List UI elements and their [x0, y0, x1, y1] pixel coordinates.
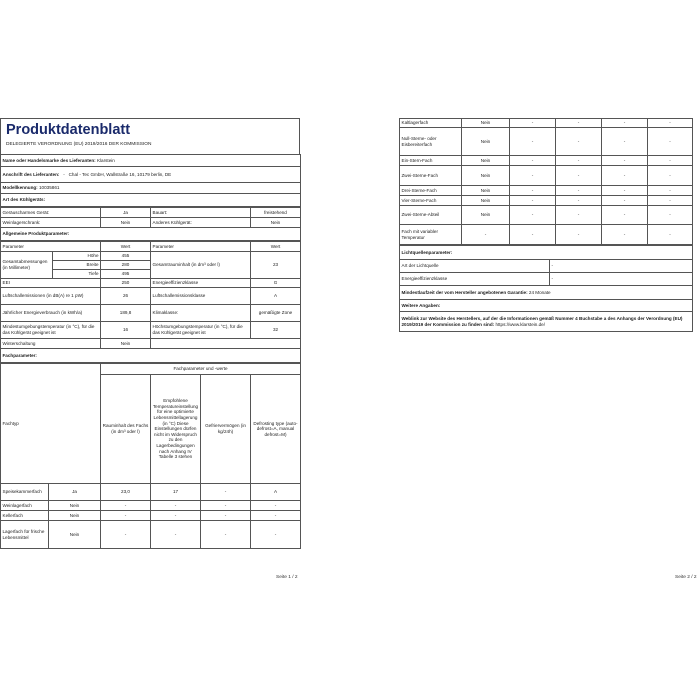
max-temp-value: 32	[251, 322, 301, 339]
supplier-address-row: Anschrift des Lieferanten: - Chal - Tec GmbH, Wallstraße 16, 10179 berlin, DE	[1, 167, 301, 183]
noise-class-label: Luftschallemissionsklasse	[151, 288, 251, 305]
weblink-row	[400, 312, 693, 332]
empty-cell	[151, 339, 301, 349]
table-row	[400, 206, 693, 225]
row-temp: -	[556, 156, 602, 166]
energy-class-label: Energieeffizienzklasse	[151, 279, 251, 288]
noise-emission-label: Luftschallemissionen (in dB(A) re 1 pW)	[1, 288, 101, 305]
row-volume: -	[510, 196, 556, 206]
row-temp: -	[556, 119, 602, 128]
row-volume: -	[510, 166, 556, 186]
row-present: Nein	[462, 186, 510, 196]
other-label: Anderes Kühlgerät:	[151, 218, 251, 228]
noise-label: Geräuscharmes Gerät:	[1, 208, 101, 218]
row-freeze: -	[602, 225, 648, 245]
row-temp: -	[556, 186, 602, 196]
regulation-subtitle: DELEGIERTE VERORDNUNG (EU) 2019/2016 DER KOMMISSION	[6, 142, 152, 147]
noise-value: Ja	[101, 208, 151, 218]
light-class-value: -	[550, 273, 693, 286]
climate-value: gemäßigte Zone	[251, 305, 301, 322]
height-label: Höhe	[53, 252, 101, 261]
param-header-right: Parameter	[151, 242, 251, 252]
row-present: Nein	[49, 501, 101, 511]
value-header-right: Wert	[251, 242, 301, 252]
design-label: Bauart:	[151, 208, 251, 218]
table-row	[400, 196, 693, 206]
row-freeze: -	[201, 484, 251, 501]
datasheet-page-2	[399, 118, 692, 332]
height-value: 455	[101, 252, 151, 261]
row-defrost: -	[648, 128, 693, 156]
more-info-header: Weitere Angaben:	[400, 300, 693, 312]
winter-value: Nein	[101, 339, 151, 349]
table-row	[1, 511, 301, 521]
design-value: freistehend	[251, 208, 301, 218]
light-type-label: Art der Lichtquelle	[400, 260, 550, 273]
row-volume: 23,0	[101, 484, 151, 501]
title-box	[0, 118, 300, 154]
dims-label: Gesamtabmessungen (in Millimeter)	[1, 252, 53, 279]
table-row	[400, 225, 693, 245]
other-value: Nein	[251, 218, 301, 228]
row-present: Nein	[462, 166, 510, 186]
supplier-name-row	[1, 155, 301, 167]
eei-label: EEI	[1, 279, 101, 288]
row-volume: -	[510, 156, 556, 166]
wine-value: Nein	[101, 218, 151, 228]
supplier-address-label: Anschrift des Lieferanten:	[2, 171, 60, 177]
row-freeze: -	[201, 501, 251, 511]
row-temp: -	[151, 501, 201, 511]
row-defrost: -	[648, 206, 693, 225]
min-temp-value: 16	[101, 322, 151, 339]
model-row	[1, 183, 301, 194]
row-temp: -	[556, 128, 602, 156]
row-name: Vier-Sterne-Fach	[400, 196, 462, 206]
row-name: Zwei-Sterne-Fach	[400, 166, 462, 186]
light-class-label: Energieeffizienzklasse	[400, 273, 550, 286]
row-freeze: -	[602, 206, 648, 225]
datasheet-page-1	[0, 118, 302, 549]
value-header-left: Wert	[101, 242, 151, 252]
climate-label: Klimaklasse:	[151, 305, 251, 322]
row-volume: -	[510, 186, 556, 196]
col-temp-header: Empfohlene Temperatureinstellung für eine optimierte Lebensmittellagerung (in °C) Diese Einstellungen dürfen nicht im Widerspruch zu den Lagerbedingungen nach Anhang IV Tabelle 3 stehen	[151, 375, 201, 484]
compartment-params-label: Fachparameter und -werte	[101, 364, 301, 375]
row-defrost: -	[251, 501, 301, 511]
row-freeze: -	[602, 196, 648, 206]
table-row	[400, 166, 693, 186]
general-params-table	[0, 241, 301, 363]
row-name: Null-Sterne- oder Eisbereiterfach	[400, 128, 462, 156]
total-volume-value: 23	[251, 252, 301, 279]
row-defrost: -	[648, 196, 693, 206]
table-row	[1, 521, 301, 549]
row-volume: -	[510, 225, 556, 245]
param-header-left: Parameter	[1, 242, 101, 252]
general-params-header: Allgemeine Produktparameter:	[1, 228, 301, 241]
model-value: 10035861	[39, 185, 60, 191]
row-defrost: -	[648, 225, 693, 245]
max-temp-label: Höchstumgebungstemperatur (in °C), für die das Kühlgerät geeignet ist	[151, 322, 251, 339]
row-temp: -	[556, 166, 602, 186]
row-present: Nein	[462, 119, 510, 128]
row-present: Nein	[49, 521, 101, 549]
row-present: Nein	[462, 156, 510, 166]
page-number-1: Seite 1 / 2	[276, 575, 298, 580]
row-present: Nein	[49, 511, 101, 521]
row-freeze: -	[201, 521, 251, 549]
row-defrost: -	[648, 156, 693, 166]
row-present: -	[462, 225, 510, 245]
row-temp: -	[556, 206, 602, 225]
row-freeze: -	[201, 511, 251, 521]
supplier-address-value: Chal - Tec GmbH, Wallstraße 16, 10179 berlin, DE	[68, 171, 172, 177]
annual-energy-label: Jährlicher Energieverbrauch (in kWh/a)	[1, 305, 101, 322]
table-row	[400, 186, 693, 196]
weblink-label: Weblink zur Website des Herstellers, auf der die Informationen gemäß Nummer 4 Buchstabe a des Anhangs der Verordnung (EU) 2019/2019 der Kommission zu finden sind:	[401, 315, 683, 327]
compartment-table-p1	[0, 363, 301, 549]
warranty-row	[400, 286, 693, 300]
noise-emission-value: 26	[101, 288, 151, 305]
row-freeze: -	[602, 156, 648, 166]
page-title: Produktdatenblatt	[6, 122, 131, 138]
row-temp: 17	[151, 484, 201, 501]
row-defrost: -	[648, 119, 693, 128]
row-present: Ja	[49, 484, 101, 501]
warranty-value: 24 Monate	[528, 289, 551, 295]
row-name: Fach mit variabler Temperatur	[400, 225, 462, 245]
width-label: Breite	[53, 261, 101, 270]
row-defrost: -	[648, 166, 693, 186]
table-row	[400, 156, 693, 166]
col-volume-header: Rauminhalt des Fachs (in dm³ oder l)	[101, 375, 151, 484]
row-defrost: -	[648, 186, 693, 196]
row-volume: -	[510, 128, 556, 156]
appliance-type-table	[0, 207, 301, 241]
header-info-table	[0, 154, 301, 207]
warranty-label: Mindestlaufzeit der vom Hersteller angebotenen Garantie:	[401, 289, 528, 295]
eei-value: 250	[101, 279, 151, 288]
light-header: Lichtquellenparameter:	[400, 246, 693, 260]
row-freeze: -	[602, 166, 648, 186]
col-defrost-header: Defrosting type (auto-defrost=A, manual defrost=M)	[251, 375, 301, 484]
compartment-header: Fachparameter:	[1, 349, 301, 363]
row-freeze: -	[602, 186, 648, 196]
annual-energy-value: 189,8	[101, 305, 151, 322]
table-row	[1, 501, 301, 511]
row-volume: -	[510, 119, 556, 128]
row-volume: -	[101, 511, 151, 521]
row-name: Drei-Sterne-Fach	[400, 186, 462, 196]
weblink-value[interactable]: https://www.klarstein.de/	[495, 321, 545, 327]
table-row	[1, 484, 301, 501]
table-row	[400, 128, 693, 156]
col-freeze-header: Gefriervermögen (in kg/24h)	[201, 375, 251, 484]
compartment-type-label: Fachtyp	[1, 364, 101, 484]
width-value: 280	[101, 261, 151, 270]
winter-label: Winterschaltung	[1, 339, 101, 349]
row-present: Nein	[462, 128, 510, 156]
wine-label: Weinlagerschrank:	[1, 218, 101, 228]
row-volume: -	[101, 521, 151, 549]
row-freeze: -	[602, 119, 648, 128]
min-temp-label: Mindestumgebungstemperatur (in °C), für die das Kühlgerät geeignet ist	[1, 322, 101, 339]
row-name: Weinlagerfach	[1, 501, 49, 511]
table-row	[400, 119, 693, 128]
row-present: Nein	[462, 206, 510, 225]
model-label: Modellkennung:	[2, 185, 38, 191]
row-present: Nein	[462, 196, 510, 206]
row-volume: -	[510, 206, 556, 225]
row-name: Zwei-Sterne-Abteil	[400, 206, 462, 225]
row-name: Lagerfach für frische Lebensmittel	[1, 521, 49, 549]
row-defrost: -	[251, 521, 301, 549]
row-temp: -	[556, 196, 602, 206]
supplier-name-value: Klarstein	[96, 157, 115, 163]
row-name: Ein-Stern-Fach	[400, 156, 462, 166]
row-freeze: -	[602, 128, 648, 156]
depth-label: Tiefe	[53, 270, 101, 279]
light-type-value: -	[550, 260, 693, 273]
row-name: Kaltlagerfach	[400, 119, 462, 128]
supplier-name-label: Name oder Handelsmarke des Lieferanten:	[2, 157, 96, 163]
total-volume-label: Gesamtrauminhalt (in dm³ oder l)	[151, 252, 251, 279]
row-defrost: A	[251, 484, 301, 501]
row-temp: -	[151, 511, 201, 521]
row-temp: -	[151, 521, 201, 549]
row-name: Speisekammerfach	[1, 484, 49, 501]
row-name: Kellerfach	[1, 511, 49, 521]
row-volume: -	[101, 501, 151, 511]
appliance-type-header: Art des Kühlgeräts:	[1, 194, 301, 207]
compartment-table-p2	[399, 118, 693, 245]
row-temp: -	[556, 225, 602, 245]
depth-value: 495	[101, 270, 151, 279]
row-defrost: -	[251, 511, 301, 521]
light-source-table	[399, 245, 693, 332]
energy-class-value: G	[251, 279, 301, 288]
noise-class-value: A	[251, 288, 301, 305]
page-number-2: Seite 2 / 2	[675, 575, 697, 580]
